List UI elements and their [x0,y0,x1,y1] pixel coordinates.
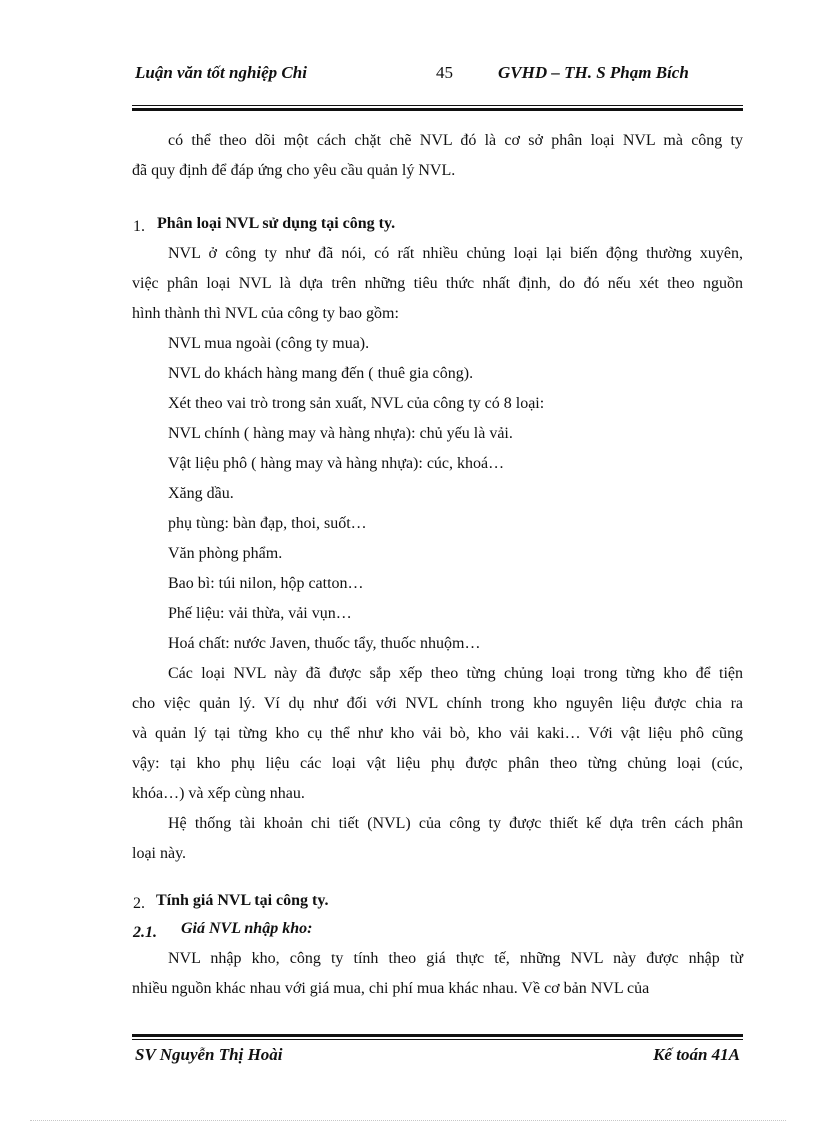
footer-rule-thin [132,1039,743,1040]
header-advisor: GVHD – TH. S Phạm Bích [498,63,689,82]
header-rule-thick [132,108,743,111]
footer-student-name: SV Nguyễn Thị Hoài [135,1045,283,1064]
section-1-para-1-line-1: NVL ở công ty như đã nói, có rất nhiều chủng loại lại biến động thường xuyên, [168,245,743,262]
footer-class: Kế toán 41A [653,1045,740,1064]
section-2-para-1-line-1: NVL nhập kho, công ty tính theo giá thực tế, những NVL này được nhập từ [168,950,743,967]
list-item: Xăng dầu. [168,485,234,502]
section-1-number: 1. [133,218,145,235]
header-rule-thin [132,105,743,106]
subsection-2-1-title: Giá NVL nhập kho: [181,920,313,937]
list-item: Bao bì: túi nilon, hộp catton… [168,575,364,592]
section-1-para-3-line-1: Hệ thống tài khoản chi tiết (NVL) của công ty được thiết kế dựa trên cách phân [168,815,743,832]
section-1-title: Phân loại NVL sử dụng tại công ty. [157,215,396,232]
list-item: NVL mua ngoài (công ty mua). [168,335,370,352]
section-2-title: Tính giá NVL tại công ty. [156,892,329,909]
intro-line-2: đã quy định để đáp ứng cho yêu cầu quản lý NVL. [132,162,456,179]
page-number: 45 [436,63,453,82]
section-2-para-1-line-2: nhiều nguồn khác nhau với giá mua, chi phí mua khác nhau. Về cơ bản NVL của [132,980,650,997]
list-item: Hoá chất: nước Javen, thuốc tẩy, thuốc nhuộm… [168,635,481,652]
list-item: Vật liệu phô ( hàng may và hàng nhựa): cúc, khoá… [168,455,505,472]
section-1-para-2-line-1: Các loại NVL này đã được sắp xếp theo từng chủng loại trong từng kho để tiện [168,665,743,682]
list-item: phụ tùng: bàn đạp, thoi, suốt… [168,515,367,532]
section-1-para-2-line-4: vậy: tại kho phụ liệu các loại vật liệu phụ được phân theo từng chủng loại (cúc, [132,755,743,772]
section-1-para-3-line-2: loại này. [132,845,187,862]
list-item: NVL do khách hàng mang đến ( thuê gia công). [168,365,474,382]
section-1-para-2-line-2: cho việc quản lý. Ví dụ như đối với NVL chính trong kho nguyên liệu được chia ra [132,695,743,712]
section-1-para-2-line-5: khóa…) và xếp cùng nhau. [132,785,305,802]
list-item: Văn phòng phẩm. [168,545,283,562]
section-2-number: 2. [133,895,145,912]
list-item: Phế liệu: vải thừa, vải vụn… [168,605,352,622]
section-1-para-2-line-3: và quản lý tại từng kho cụ thể như kho vải bò, kho vải kaki… Với vật liệu phô cũng [132,725,743,742]
header-document-title: Luận văn tốt nghiệp Chi [135,63,307,82]
intro-line-1: có thể theo dõi một cách chặt chẽ NVL đó là cơ sở phân loại NVL mà công ty [168,132,743,149]
subsection-2-1-number: 2.1. [133,924,157,941]
section-1-para-1-line-3: hình thành thì NVL của công ty bao gồm: [132,305,399,322]
list-item: NVL chính ( hàng may và hàng nhựa): chủ yếu là vải. [168,425,513,442]
section-1-para-1-line-2: việc phân loại NVL là dựa trên những tiêu thức nhất định, do đó nếu xét theo nguồn [132,275,743,292]
page-bottom-dotted-border [30,1120,786,1121]
list-item: Xét theo vai trò trong sản xuất, NVL của công ty có 8 loại: [168,395,545,412]
footer-rule-thick [132,1034,743,1037]
